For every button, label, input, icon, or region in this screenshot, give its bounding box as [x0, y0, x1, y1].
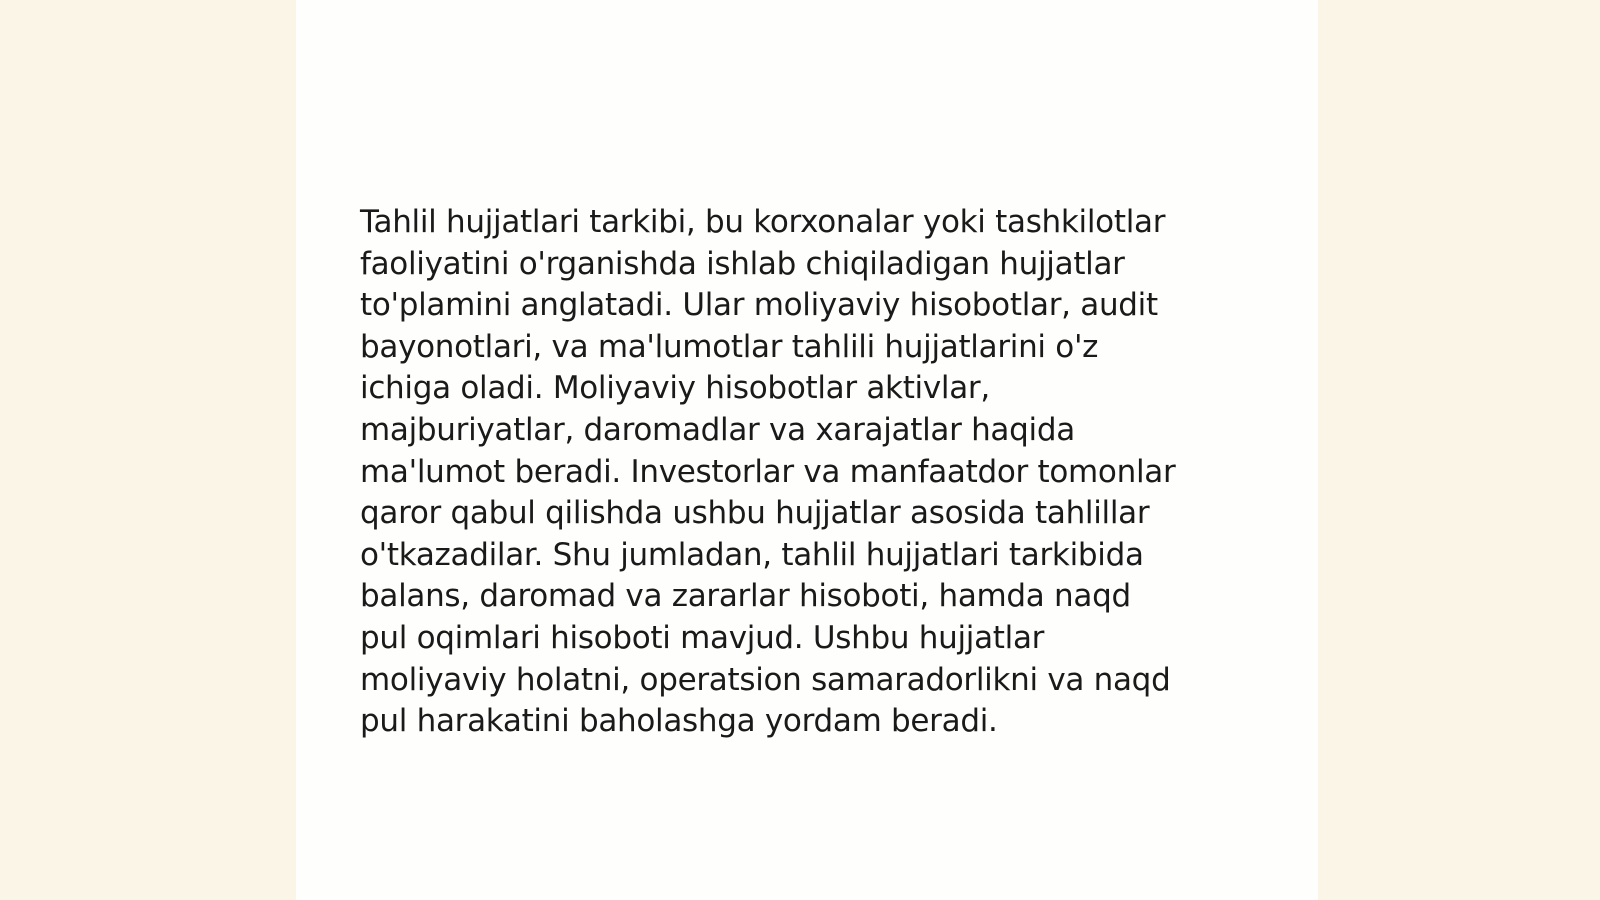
- slide-page: [296, 0, 1318, 900]
- slide-body-text: Tahlil hujjatlari tarkibi, bu korxonalar yoki tashkilotlar faoliyatini o'rganishda ishlab chiqiladigan hujjatlar to'plamini anglatadi. Ular moliyaviy hisobotlar, audit bayonotlari, va ma'lumotlar tahlili hujjatlarini o'z ichiga oladi. Moliyaviy hisobotlar aktivlar, majburiyatlar, daromadlar va xarajatlar haqida ma'lumot beradi. Investorlar va manfaatdor tomonlar qaror qabul qilishda ushbu hujjatlar asosida tahlillar o'tkazadilar. Shu jumladan, tahlil hujjatlari tarkibida balans, daromad va zararlar hisoboti, hamda naqd pul oqimlari hisoboti mavjud. Ushbu hujjatlar moliyaviy holatni, operatsion samaradorlikni va naqd pul harakatini baholashga yordam beradi.: [360, 204, 1176, 740]
- left-background-panel: [0, 0, 296, 900]
- right-background-panel: [1318, 0, 1600, 900]
